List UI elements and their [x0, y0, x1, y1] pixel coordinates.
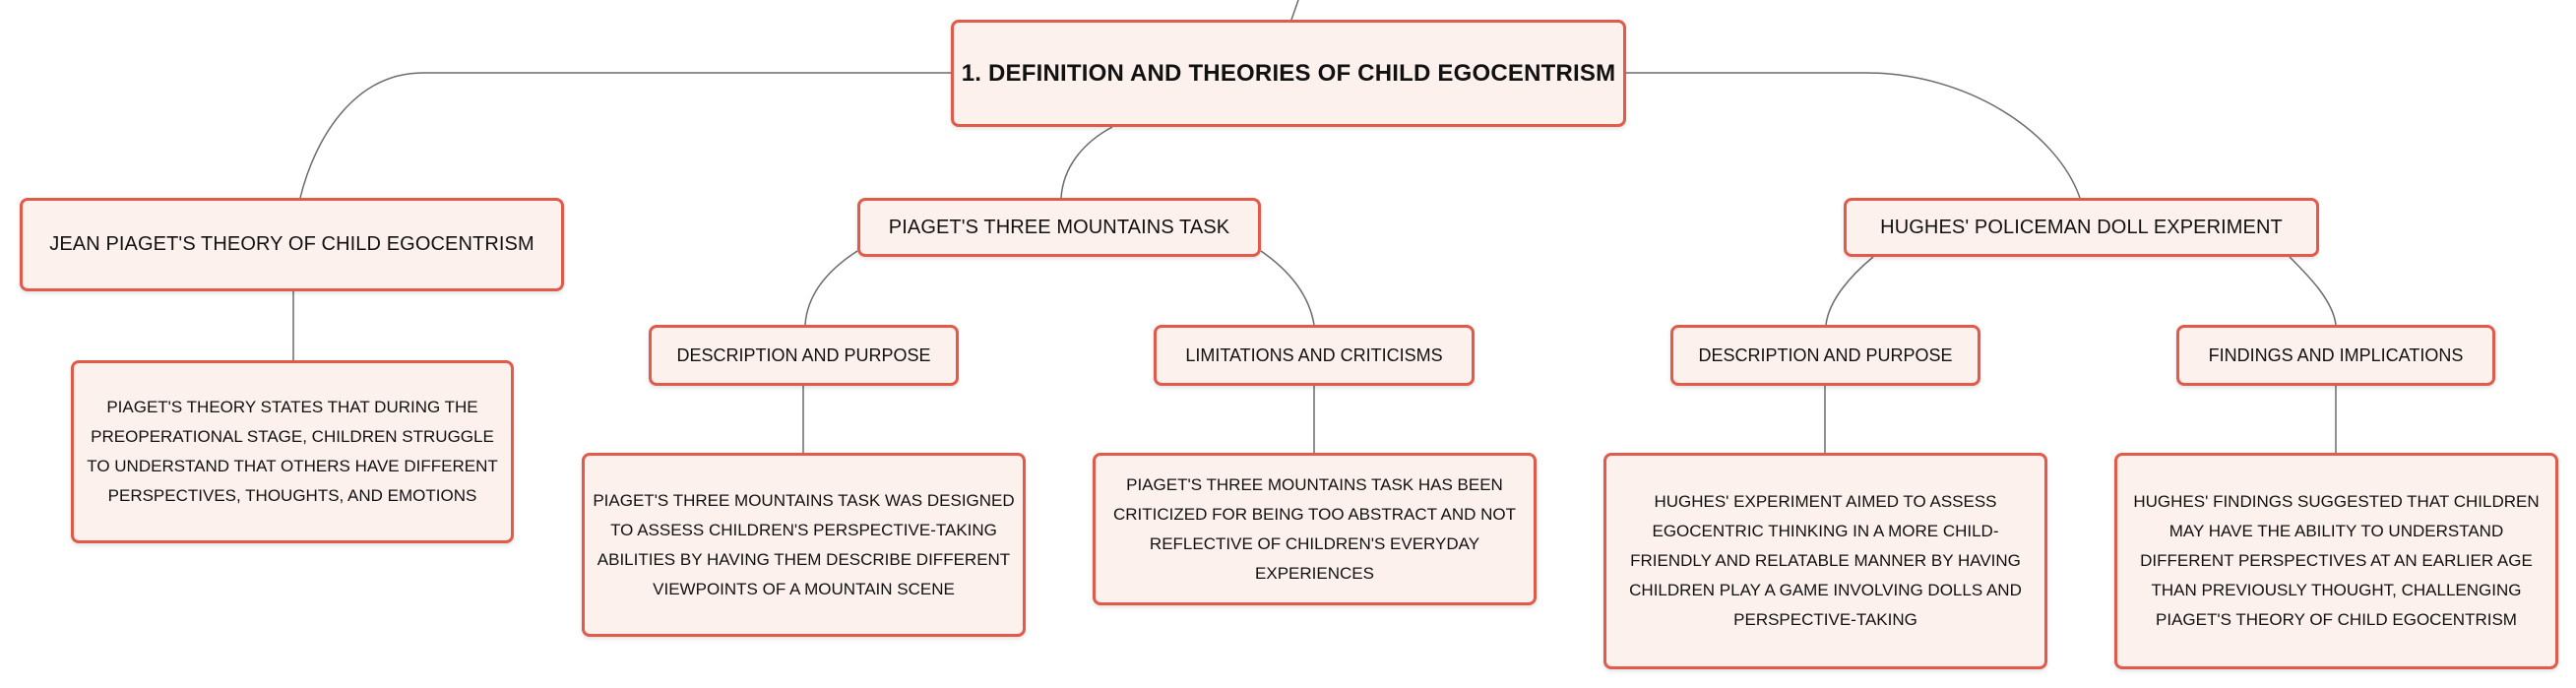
subtopic-node-tm-limitations[interactable] — [1154, 325, 1475, 386]
branch-node-piaget-theory[interactable] — [20, 198, 564, 291]
connector-central-to-hughes — [1626, 73, 2080, 198]
connector-three-mountains-to-limits — [1261, 251, 1314, 325]
central-topic-label: 1. DEFINITION AND THEORIES OF CHILD EGOCENTRISM — [961, 59, 1616, 87]
subtopic-node-tm-description[interactable] — [649, 325, 959, 386]
detail-node-tm-limitations[interactable] — [1093, 453, 1537, 605]
detail-node-piaget-theory[interactable] — [71, 360, 514, 543]
connector-central-to-three-mountains — [1061, 127, 1112, 198]
central-topic-node[interactable] — [951, 20, 1626, 127]
branch-node-hughes-experiment[interactable] — [1844, 198, 2319, 257]
detail-text: PIAGET'S THEORY STATES THAT DURING THE PREOPERATIONAL STAGE, CHILDREN STRUGGLE TO UNDERSTAND THAT OTHERS HAVE DIFFERENT PERSPECTIVES, THOUGHTS, AND EMOTIONS — [87, 398, 498, 505]
connector-hughes-to-findings — [2290, 257, 2336, 325]
branch-node-three-mountains[interactable] — [857, 198, 1261, 257]
detail-node-hughes-findings[interactable] — [2114, 453, 2558, 669]
detail-text: PIAGET'S THREE MOUNTAINS TASK HAS BEEN CRITICIZED FOR BEING TOO ABSTRACT AND NOT REFLECTIVE OF CHILDREN'S EVERYDAY EXPERIENCES — [1113, 474, 1516, 583]
subtopic-label: DESCRIPTION AND PURPOSE — [676, 344, 931, 365]
branch-label: JEAN PIAGET'S THEORY OF CHILD EGOCENTRISM — [49, 233, 534, 255]
detail-text: HUGHES' EXPERIMENT AIMED TO ASSESS EGOCENTRIC THINKING IN A MORE CHILD-FRIENDLY AND RELATABLE MANNER BY HAVING CHILDREN PLAY A GAME INVOLVING DOLLS AND PERSPECTIVE-TAKING — [1629, 492, 2022, 629]
connector-parent-to-central — [1291, 0, 1298, 20]
subtopic-node-hughes-findings[interactable] — [2176, 325, 2495, 386]
subtopic-label: FINDINGS AND IMPLICATIONS — [2208, 344, 2464, 365]
subtopic-label: LIMITATIONS AND CRITICISMS — [1185, 344, 1443, 365]
detail-text: PIAGET'S THREE MOUNTAINS TASK WAS DESIGNED TO ASSESS CHILDREN'S PERSPECTIVE-TAKING ABILITIES BY HAVING THEM DESCRIBE DIFFERENT VIEWPOINTS OF A MOUNTAIN SCENE — [593, 490, 1015, 598]
subtopic-node-hughes-description[interactable] — [1670, 325, 1980, 386]
connector-three-mountains-to-desc — [805, 251, 857, 325]
branch-label: HUGHES' POLICEMAN DOLL EXPERIMENT — [1880, 216, 2283, 238]
detail-text: HUGHES' FINDINGS SUGGESTED THAT CHILDREN MAY HAVE THE ABILITY TO UNDERSTAND DIFFERENT PERSPECTIVES AT AN EARLIER AGE THAN PREVIOUSLY THOUGHT, CHALLENGING PIAGET'S THEORY OF CHILD EGOCENTRISM — [2133, 492, 2540, 629]
detail-node-tm-description[interactable] — [582, 453, 1026, 637]
connector-central-to-piaget-theory — [300, 73, 951, 198]
detail-node-hughes-description[interactable] — [1603, 453, 2047, 669]
subtopic-label: DESCRIPTION AND PURPOSE — [1698, 344, 1953, 365]
connector-hughes-to-desc — [1826, 257, 1873, 325]
branch-label: PIAGET'S THREE MOUNTAINS TASK — [888, 216, 1230, 238]
